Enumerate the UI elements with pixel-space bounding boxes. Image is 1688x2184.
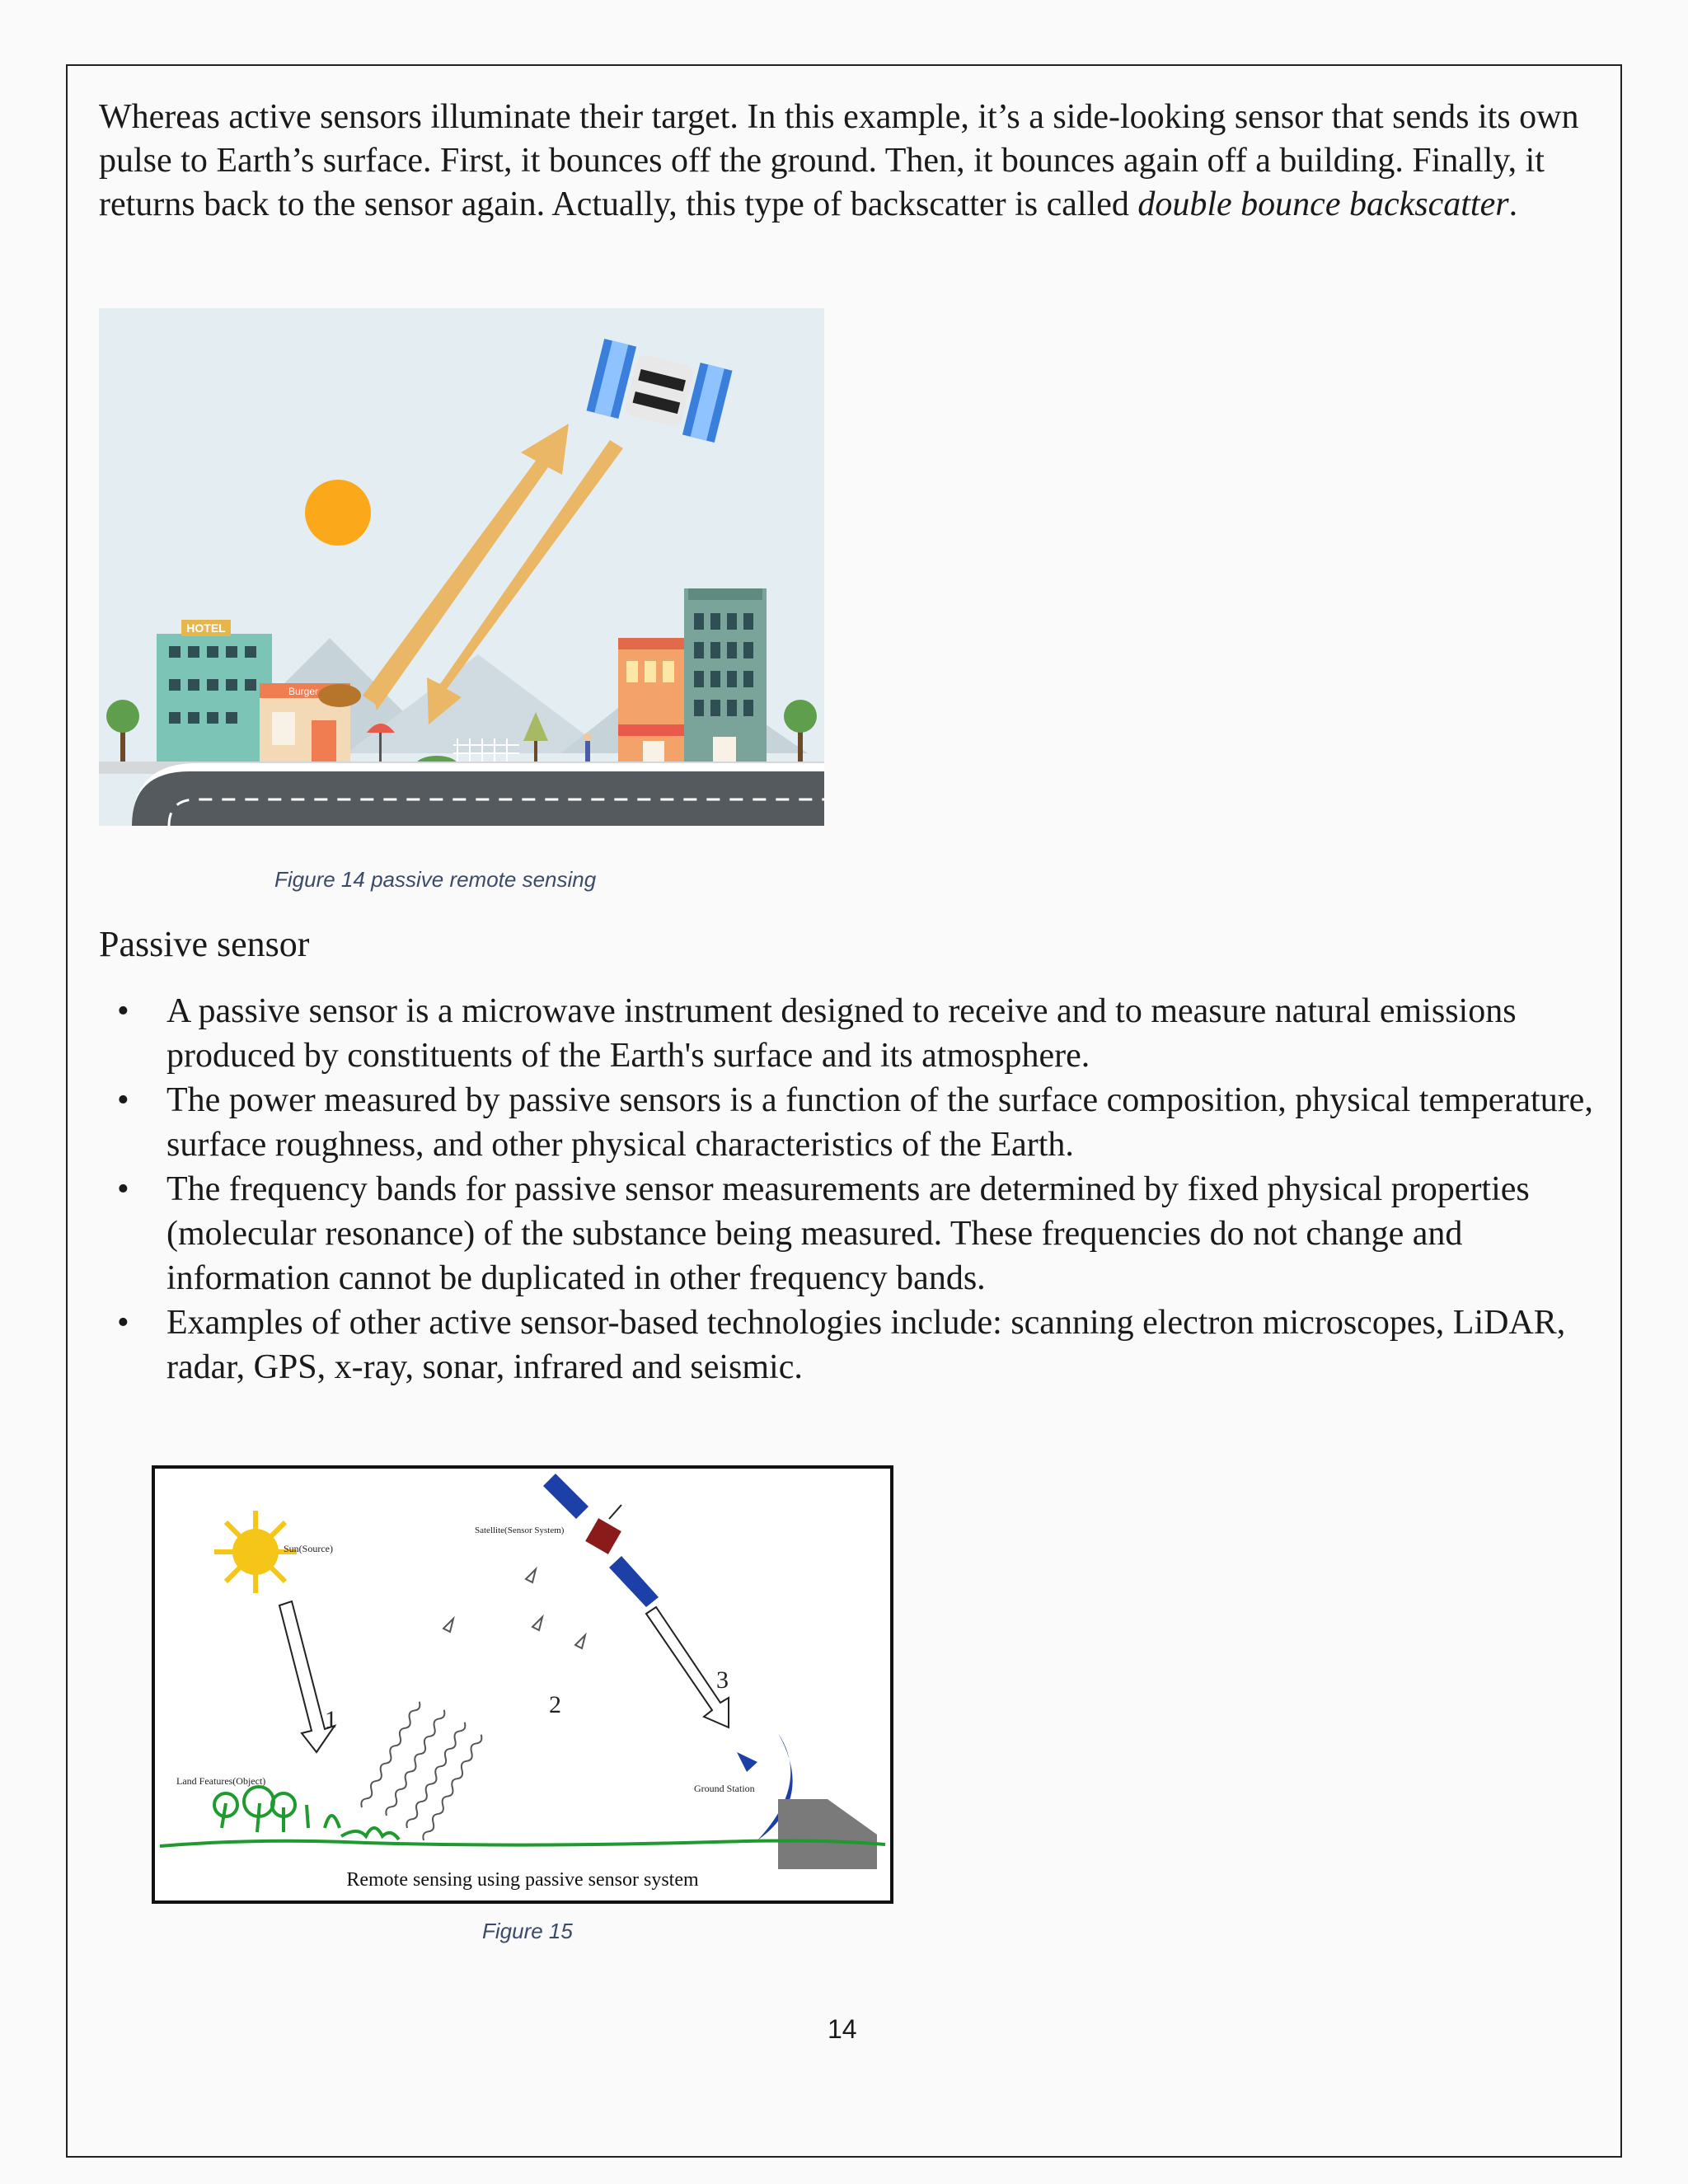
figure-14-illustration <box>99 308 824 826</box>
burger-sign: Burger <box>288 686 319 697</box>
hotel-building <box>157 620 272 774</box>
page-number: 14 <box>828 2014 857 2044</box>
shop-building <box>618 638 692 774</box>
tall-building <box>684 588 767 774</box>
burger-shop <box>260 683 361 774</box>
bullet-list <box>99 989 1617 1390</box>
land-label: Land Features(Object) <box>176 1775 266 1787</box>
label-1: 1 <box>325 1706 337 1733</box>
figure-15-caption: Figure 15 <box>482 1919 573 1943</box>
hotel-sign: HOTEL <box>186 621 226 635</box>
satellite-label: Satellite(Sensor System) <box>475 1526 565 1535</box>
figure-15-title: Remote sensing using passive sensor system <box>346 1869 699 1891</box>
list-item: • Examples of other active sensor-based technologies include: scanning electron microscopes, LiDAR, radar, GPS, x-ray, sonar, infrared and seismic. <box>166 1301 1617 1390</box>
list-item: • The frequency bands for passive sensor measurements are determined by fixed physical properties (molecular resonance) of the substance being measured. These frequencies do not change and information cannot be duplicated in other frequency bands. <box>166 1167 1617 1301</box>
list-item: • A passive sensor is a microwave instrument designed to receive and to measure natural emissions produced by constituents of the Earth's surface and its atmosphere. <box>166 989 1617 1078</box>
intro-paragraph <box>99 96 1599 227</box>
figure-14-caption: Figure 14 passive remote sensing <box>274 867 597 892</box>
intro-end: . <box>1508 185 1518 223</box>
sun-icon <box>305 480 371 546</box>
section-heading: Passive sensor <box>99 924 310 964</box>
list-item: • The power measured by passive sensors is a function of the surface composition, physical temperature, surface roughness, and other physical characteristics of the Earth. <box>166 1078 1617 1167</box>
label-2: 2 <box>549 1691 561 1718</box>
intro-emphasis: double bounce backscatter <box>1137 185 1509 223</box>
label-3: 3 <box>716 1666 729 1694</box>
intro-text: Whereas active sensors illuminate their target. In this example, it’s a side-looking sensor that sends its own pulse to Earth’s surface. First, it bounces off the ground. Then, it bounces again off a building. Finally, it returns back to the sensor again. Actually, this type of backscatter is called <box>99 98 1579 223</box>
sun-label: Sun(Source) <box>284 1543 333 1554</box>
station-label: Ground Station <box>694 1783 755 1794</box>
figure-15-diagram <box>152 1465 893 1904</box>
